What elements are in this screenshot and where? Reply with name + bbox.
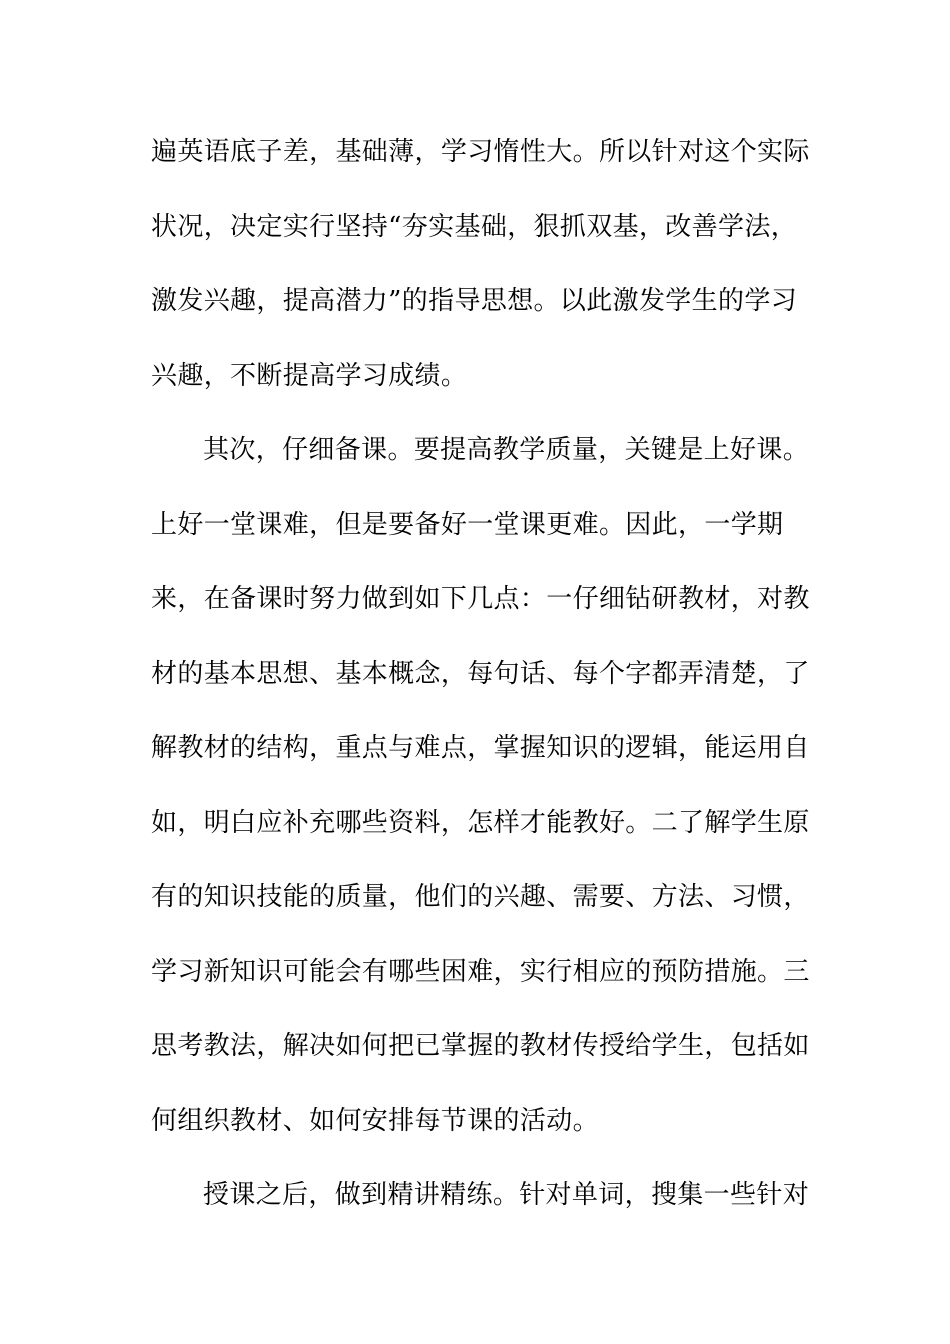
text-line: 解教材的结构，重点与难点，掌握知识的逻辑，能运用自 [151, 733, 810, 763]
text-line: 激发兴趣，提高潜力”的指导思想。以此激发学生的学习 [151, 286, 798, 316]
text-line: 遍英语底子差，基础薄，学习惰性大。所以针对这个实际 [151, 137, 810, 167]
paragraph-first-line: 其次，仔细备课。要提高教学质量，关键是上好课。 [203, 435, 810, 465]
text-line: 学习新知识可能会有哪些困难，实行相应的预防措施。三 [151, 957, 810, 987]
paragraph-first-line: 授课之后，做到精讲精练。针对单词，搜集一些针对 [203, 1180, 810, 1210]
text-line: 来，在备课时努力做到如下几点：一仔细钻研教材，对教 [151, 584, 810, 614]
text-line: 兴趣，不断提高学习成绩。 [151, 361, 468, 391]
text-line: 思考教法，解决如何把已掌握的教材传授给学生，包括如 [151, 1031, 810, 1061]
text-line: 材的基本思想、基本概念，每句话、每个字都弄清楚，了 [151, 659, 810, 689]
text-line: 何组织教材、如何安排每节课的活动。 [151, 1106, 599, 1136]
text-line: 状况，决定实行坚持“夯实基础，狠抓双基，改善学法， [151, 212, 798, 242]
text-line: 如，明白应补充哪些资料，怎样才能教好。二了解学生原 [151, 808, 810, 838]
text-line: 有的知识技能的质量，他们的兴趣、需要、方法、习惯， [151, 882, 810, 912]
text-line: 上好一堂课难，但是要备好一堂课更难。因此，一学期 [151, 510, 784, 540]
